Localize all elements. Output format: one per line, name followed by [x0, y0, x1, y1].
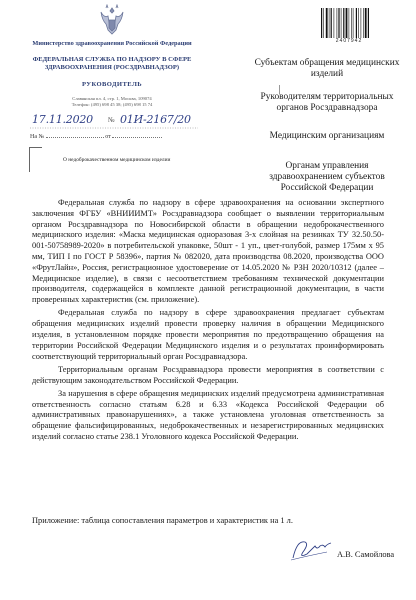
- attachment-note: Приложение: таблица сопоставления параметров и характеристик на 1 л.: [32, 516, 293, 525]
- phone-line: Телефон: (495) 698 45 38; (495) 698 15 74: [71, 102, 153, 107]
- barcode-number: 2407942: [335, 38, 363, 44]
- paragraph: Федеральная служба по надзору в сфере здравоохранения предлагает субъектам обращения медицинских изделий провести проверку наличия в обращении Медицинского изделия, в установленном порядке провести мероприятия по предотвращению обращения на территории Российской Федерации Медицинского изделия и о результатах проинформировать соответствующий территориальный орган Росздравнадзора.: [32, 308, 384, 361]
- recipient-2: Руководителям территориальных органов Росздравнадзора: [260, 92, 394, 113]
- paragraph: Федеральная служба по надзору в сфере здравоохранения на основании экспертного заключения ФГБУ «ВНИИИМТ» Росздравнадзора сообщает о выявлении территориальным органом Росздравнадзора по Новосибирской области в обращении недоброкачественного медицинского изделия: «Маска медицинская одноразовая 3-х слойная на резинках ТУ 32.50.50-001-50758989-2020» в потребительской упаковке, 50шт - 1 уп., цвет-голубой, размер 175мм х 95 мм, ТИП I по ГОСТ Р 58396», партия № 082020, дата производства 08.2020, производства ООО «ФрутЛайн», Россия, регистрационное удостоверение от 14.05.2020 № РЗН 2020/10312 (далее – Медицинское изделие), в связи с несоответствием требованиям технической документации производителя, содержащейся в комплекте данной регистрационной документации, в части проверенных характеристик (см. приложение).: [32, 198, 384, 305]
- ministry-name: Министерство здравоохранения Российской Федерации: [32, 40, 192, 47]
- ref-label: На №: [30, 134, 45, 140]
- signer-name: А.В. Самойлова: [337, 550, 395, 559]
- address-block: [30, 96, 194, 108]
- subject-line: О недоброкачественном медицинском изделии: [63, 157, 171, 163]
- ref-from: от: [105, 134, 111, 140]
- handwritten-signature-icon: [287, 534, 337, 564]
- handwritten-date: 17.11.2020: [32, 113, 93, 126]
- handwritten-date-number: [30, 111, 200, 133]
- barcode-icon: [320, 8, 378, 38]
- reference-line: [30, 134, 162, 140]
- service-name: ФЕДЕРАЛЬНАЯ СЛУЖБА ПО НАДЗОРУ В СФЕРЕ ЗДРАВООХРАНЕНИЯ (РОСЗДРАВНАДЗОР): [32, 56, 192, 71]
- recipient-3: Медицинским организациям: [269, 131, 385, 141]
- paragraph: За нарушения в сфере обращения медицинских изделий предусмотрена административная ответственность согласно статьям 6.28 и 6.33 «Кодекса Российской Федерации об административных правонарушениях», а также установлена уголовная ответственность за обращение фальсифицированных, недоброкачественных и незарегистрированных медицинских изделий согласно статье 238.1 Уголовного кодекса Российской Федерации.: [32, 388, 384, 441]
- recipient-1: Субъектам обращения медицинских изделий: [254, 58, 400, 79]
- subject-bracket: [29, 147, 42, 172]
- sign-x: №: [108, 116, 115, 124]
- address-line: Славянская пл. 4, стр. 1, Москва, 109074: [72, 96, 152, 101]
- paragraph: Территориальным органам Росздравнадзора провести мероприятия в соответствии с действующим законодательством Российской Федерации.: [32, 364, 384, 385]
- head-title: РУКОВОДИТЕЛЬ: [81, 81, 143, 88]
- recipient-4: Органам управления здравоохранением субъектов Российской Федерации: [269, 161, 385, 193]
- double-headed-eagle-emblem-icon: [95, 4, 129, 40]
- handwritten-number: 01И-2167/20: [120, 113, 191, 126]
- letter-body: [32, 198, 384, 445]
